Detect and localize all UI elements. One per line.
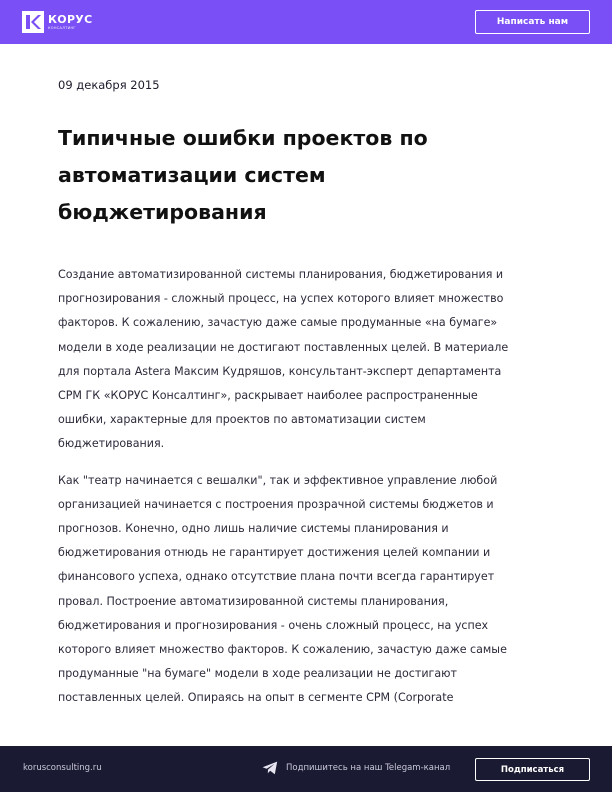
article-date: 09 декабря 2015 xyxy=(58,78,160,92)
header-bar xyxy=(0,0,612,44)
text-line: бюджетирования. xyxy=(58,437,165,451)
article-title xyxy=(58,120,478,231)
text-line: прогнозирования - сложный процесс, на успех которого влияет множество xyxy=(58,292,504,306)
text-line: провал. Построение автоматизированной системы планирования, xyxy=(58,594,449,608)
text-line: Создание автоматизированной системы планирования, бюджетирования и xyxy=(58,268,504,281)
text-line: Как "театр начинается с вешалки", так и эффективное управление любой xyxy=(58,473,498,487)
korus-logo-icon xyxy=(22,11,44,33)
text-line: которого влияет множество факторов. К сожалению, зачастую даже самые xyxy=(58,643,507,657)
title-line: Типичные ошибки проектов по xyxy=(58,126,428,150)
title-line: бюджетирования xyxy=(58,200,267,224)
text-line: организацией начинается с построения прозрачной системы бюджетов и xyxy=(58,497,494,511)
text-line: факторов. К сожалению, зачастую даже самые продуманные «на бумаге» xyxy=(58,316,498,330)
paragraph xyxy=(58,469,558,711)
logo-subtitle: КОНСАЛТИНГ xyxy=(48,26,76,30)
logo-name: КОРУС xyxy=(48,13,93,26)
text-line: бюджетирования отнюдь не гарантирует достижения целей компании и xyxy=(58,546,491,560)
text-line: ошибки, характерные для проектов по автоматизации систем xyxy=(58,413,426,427)
text-line: бюджетирования и прогнозирования - очень сложный процесс, на успех xyxy=(58,618,489,632)
telegram-link[interactable] xyxy=(262,761,450,775)
text-line: прогнозов. Конечно, одно лишь наличие системы планирования и xyxy=(58,522,449,536)
telegram-text: Подпишитесь на наш Telegam-канал xyxy=(286,763,451,773)
text-line: финансового успеха, однако отсутствие плана почти всегда гарантирует xyxy=(58,570,495,584)
write-us-button[interactable]: Написать нам xyxy=(475,10,590,34)
telegram-icon xyxy=(262,761,278,775)
text-line: поставленных целей. Опираясь на опыт в сегменте CPM (Corporate xyxy=(58,691,454,705)
korus-logo[interactable] xyxy=(22,10,92,34)
text-line: для портала Astera Максим Кудряшов, консультант-эксперт департамента xyxy=(58,364,502,378)
article-body xyxy=(58,263,558,723)
paragraph xyxy=(58,263,558,457)
footer-bar xyxy=(0,746,612,792)
title-line: автоматизации систем xyxy=(58,163,326,187)
text-line: CPM ГК «КОРУС Консалтинг», раскрывает наиболее распространенные xyxy=(58,389,478,403)
text-line: продуманные "на бумаге" модели в ходе реализации не достигают xyxy=(58,667,457,681)
site-link[interactable]: korusconsulting.ru xyxy=(23,763,102,773)
subscribe-button[interactable]: Подписаться xyxy=(475,758,590,781)
text-line: модели в ходе реализации не достигают поставленных целей. В материале xyxy=(58,340,509,354)
